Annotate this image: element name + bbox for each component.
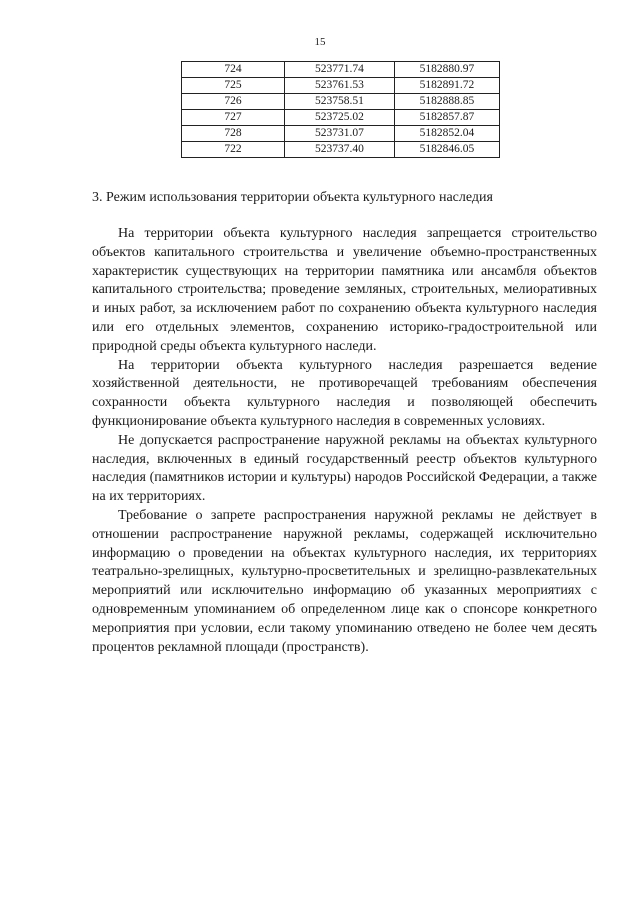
table-row — [182, 142, 500, 158]
point-number-cell: 728 — [182, 126, 285, 142]
y-coordinate-cell: 5182852.04 — [394, 126, 499, 142]
y-coordinate-cell: 5182857.87 — [394, 110, 499, 126]
y-coordinate-cell: 5182891.72 — [394, 78, 499, 94]
paragraph: Требование о запрете распространения наружной рекламы не действует в отношении распространение наружной рекламы, содержащей исключительно информацию о проведении на объектах культурного наследия, их территориях театрально-зрелищных, культурно-просветительных и зрелищно-развлекательных мероприятий или исключительно информацию об указанных мероприятиях с одновременным упоминанием об определенном лице как о спонсоре конкретного мероприятия при условии, если такому упоминанию отведено не более чем десять процентов рекламной площади (пространств). — [92, 507, 597, 655]
paragraph: На территории объекта культурного наследия запрещается строительство объектов капитального строительства и увеличение объемно-пространственных характеристик существующих на территории памятника или ансамбля объектов капитального строительства; проведение земляных, строительных, мелиоративных и иных работ, за исключением работ по сохранению объекта культурного наследия или его отдельных элементов, сохранению историко-градостроительной или природной среды объекта культурного наследи. — [92, 226, 597, 354]
table-row — [182, 110, 500, 126]
x-coordinate-cell: 523731.07 — [284, 126, 394, 142]
y-coordinate-cell: 5182888.85 — [394, 94, 499, 110]
point-number-cell: 725 — [182, 78, 285, 94]
x-coordinate-cell: 523761.53 — [284, 78, 394, 94]
table-row — [182, 126, 500, 142]
paragraph: На территории объекта культурного наследия разрешается ведение хозяйственной деятельности, не противоречащей требованиям обеспечения сохранности объекта культурного наследия и позволяющей обеспечить функционирование объекта культурного наследия в современных условиях. — [92, 357, 597, 429]
x-coordinate-cell: 523771.74 — [284, 62, 394, 78]
y-coordinate-cell: 5182846.05 — [394, 142, 499, 158]
point-number-cell: 722 — [182, 142, 285, 158]
point-number-cell: 724 — [182, 62, 285, 78]
table-row — [182, 62, 500, 78]
y-coordinate-cell: 5182880.97 — [394, 62, 499, 78]
x-coordinate-cell: 523758.51 — [284, 94, 394, 110]
x-coordinate-cell: 523737.40 — [284, 142, 394, 158]
coordinates-table — [181, 61, 500, 158]
table-row — [182, 78, 500, 94]
table-row — [182, 94, 500, 110]
x-coordinate-cell: 523725.02 — [284, 110, 394, 126]
paragraph: Не допускается распространение наружной рекламы на объектах культурного наследия, включенных в единый государственный реестр объектов культурного наследия (памятников истории и культуры) народов Российской Федерации, а также на их территориях. — [92, 432, 597, 505]
section-heading: 3. Режим использования территории объекта культурного наследия — [92, 190, 493, 205]
body-text — [92, 225, 597, 657]
point-number-cell: 727 — [182, 110, 285, 126]
page-number: 15 — [314, 36, 326, 48]
point-number-cell: 726 — [182, 94, 285, 110]
